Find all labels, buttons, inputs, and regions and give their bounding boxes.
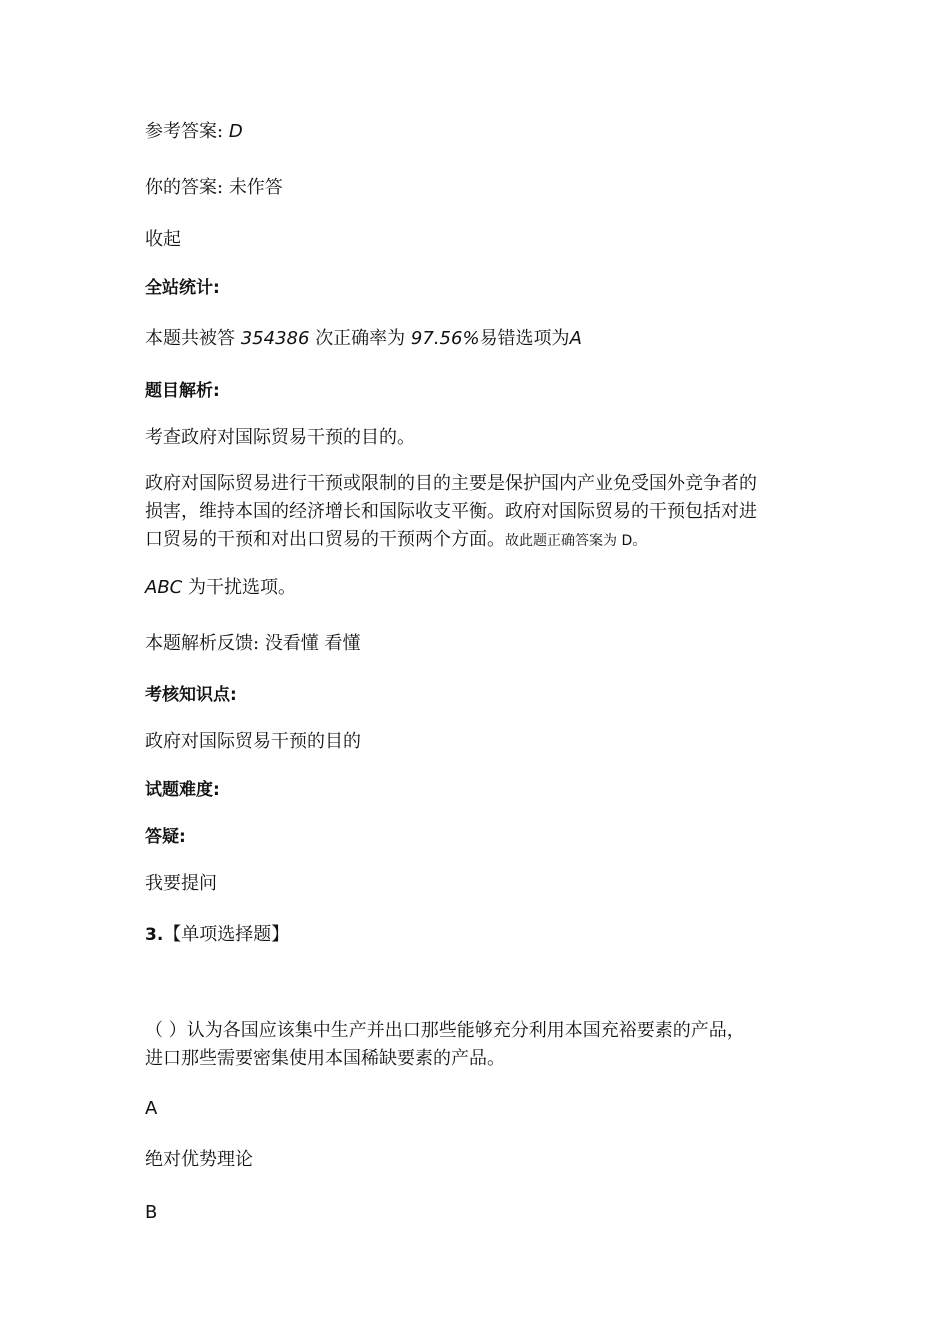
ask-question-link[interactable]: 我要提问 [145,873,217,894]
option-a-text[interactable]: 绝对优势理论 [145,1149,253,1170]
option-b-letter[interactable]: B [145,1202,158,1223]
feedback-label: 本题解析反馈: [145,633,260,654]
your-answer-row [145,175,805,201]
knowledge-heading: 考核知识点: [145,685,237,705]
qa-heading: 答疑: [145,827,186,847]
reference-answer-value: D [228,121,243,142]
question-stem-line: 进口那些需要密集使用本国稀缺要素的产品。 [145,1048,505,1069]
your-answer-label: 你的答案: [145,177,224,198]
stats-count: 354386 [240,328,310,349]
site-stats-row [145,326,805,352]
distractor-row [145,575,805,601]
site-stats-heading: 全站统计: [145,278,220,298]
distractor-text: 为干扰选项。 [187,577,296,598]
feedback-understood-link[interactable]: 看懂 [324,633,361,654]
question-type: 【单项选择题】 [163,924,290,945]
feedback-row [145,631,805,657]
option-a-letter[interactable]: A [145,1098,158,1119]
stats-wrong-option: A [569,328,582,349]
question-header [145,922,805,948]
stats-suffix: 易错选项为 [479,328,570,349]
knowledge-value: 政府对国际贸易干预的目的 [145,731,361,752]
distractor-letters: ABC [145,577,183,598]
your-answer-value: 未作答 [228,177,283,198]
analysis-body-line: 口贸易的干预和对出口贸易的干预两个方面。 [145,529,505,550]
reference-answer-row [145,119,805,145]
analysis-body-line: 损害，维持本国的经济增长和国际收支平衡。政府对国际贸易的干预包括对进 [145,501,757,522]
analysis-intro: 考查政府对国际贸易干预的目的。 [145,427,415,448]
question-stem-line: （ ）认为各国应该集中生产并出口那些能够充分利用本国充裕要素的产品， [145,1020,745,1041]
collapse-link[interactable]: 收起 [145,229,181,250]
question-number: 3. [145,925,164,945]
analysis-body [145,470,805,555]
reference-answer-label: 参考答案: [145,121,224,142]
analysis-conclusion: 故此题正确答案为 D。 [505,533,647,549]
analysis-heading: 题目解析: [145,381,220,401]
stats-rate: 97.56% [410,328,480,349]
stats-middle: 次正确率为 [315,328,406,349]
question-stem [145,1017,805,1073]
difficulty-heading: 试题难度: [145,780,220,800]
stats-prefix: 本题共被答 [145,328,235,349]
feedback-not-understood-link[interactable]: 没看懂 [264,633,319,654]
analysis-body-line-last [145,526,805,555]
analysis-body-line: 政府对国际贸易进行干预或限制的目的主要是保护国内产业免受国外竞争者的 [145,473,757,494]
